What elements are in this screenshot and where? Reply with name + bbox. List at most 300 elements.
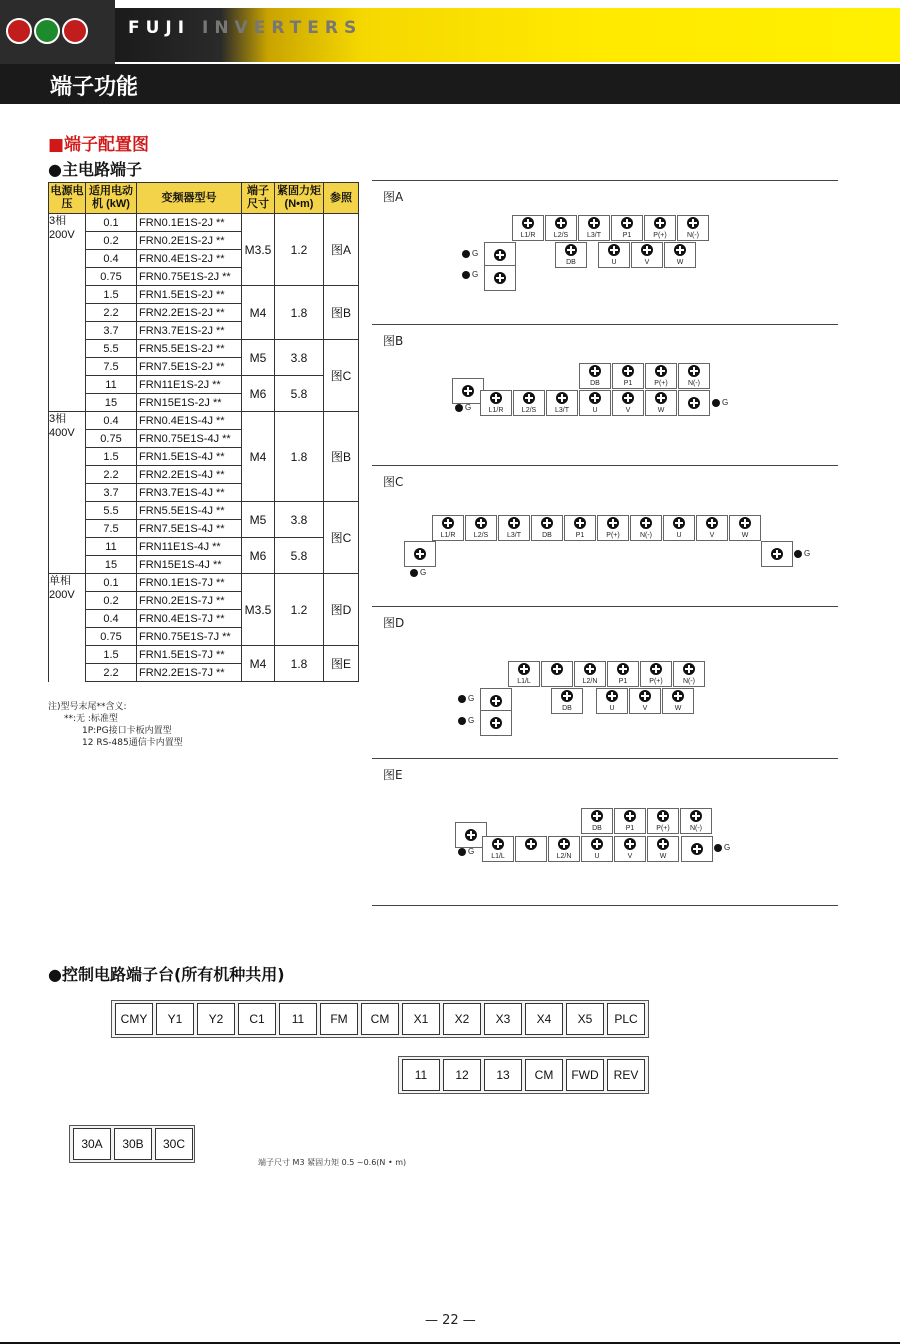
control-terminal-y2: Y2: [197, 1003, 235, 1035]
reference-cell: 图A: [324, 214, 359, 286]
terminal-v: [612, 390, 644, 416]
ground-mark: [714, 843, 730, 852]
note-line: **:无 :标准型: [64, 714, 118, 724]
terminal-w: [645, 390, 677, 416]
model-cell: FRN5.5E1S-2J **: [137, 340, 242, 358]
ground-mark: [458, 694, 474, 703]
terminal-label: V: [627, 853, 633, 860]
kw-cell: 0.75: [86, 628, 137, 646]
model-cell: FRN7.5E1S-4J **: [137, 520, 242, 538]
terminal-label: N(-): [689, 825, 703, 832]
screw-icon: [624, 838, 636, 850]
torque-cell: 5.8: [275, 538, 324, 574]
torque-cell: 3.8: [275, 502, 324, 538]
kw-cell: 11: [86, 376, 137, 394]
control-terminal-plc: PLC: [607, 1003, 645, 1035]
screw-icon: [589, 365, 601, 377]
reference-cell: 图B: [324, 412, 359, 502]
notes: [48, 701, 183, 749]
note-line: 1P:PG接口卡板内置型: [82, 726, 172, 736]
terminal-label: P(+): [656, 825, 670, 832]
terminal-l3-t: [546, 390, 578, 416]
terminal-db: [581, 808, 613, 834]
screw-icon: [624, 810, 636, 822]
terminal-label: V: [625, 407, 631, 414]
control-terminal-fwd: FWD: [566, 1059, 604, 1091]
terminal-p1: [611, 215, 643, 241]
reference-cell: 图B: [324, 286, 359, 340]
screw-icon: [525, 838, 537, 850]
terminal-label: W: [741, 532, 749, 539]
terminal-label: L2/S: [521, 407, 537, 414]
terminal-label: U: [592, 407, 598, 414]
model-cell: FRN0.4E1S-4J **: [137, 412, 242, 430]
control-terminal-13: 13: [484, 1059, 522, 1091]
table-row: [49, 412, 359, 430]
model-cell: FRN1.5E1S-4J **: [137, 448, 242, 466]
terminal-label: L2/S: [473, 532, 489, 539]
green-button-icon: [34, 18, 60, 44]
diagram-c-label: 图C: [383, 475, 404, 489]
terminal-label: L1/R: [440, 532, 456, 539]
terminal-p1: [564, 515, 596, 541]
screw-icon: [688, 397, 700, 409]
red-button-icon: [62, 18, 88, 44]
model-cell: FRN15E1S-4J **: [137, 556, 242, 574]
screw-icon: [622, 392, 634, 404]
control-terminal-y1: Y1: [156, 1003, 194, 1035]
terminal-label: N(-): [686, 232, 700, 239]
terminal-label: L1/R: [520, 232, 536, 239]
torque-cell: 5.8: [275, 376, 324, 412]
divider: [372, 180, 838, 181]
terminal-size-cell: M5: [242, 340, 275, 376]
kw-cell: 7.5: [86, 358, 137, 376]
terminal-size-cell: M4: [242, 412, 275, 502]
terminal-u: [598, 242, 630, 268]
divider: [372, 905, 838, 906]
screw-icon: [690, 810, 702, 822]
terminal-label: W: [674, 705, 682, 712]
reference-cell: 图C: [324, 502, 359, 574]
control-terminal-30c: 30C: [155, 1128, 193, 1160]
model-cell: FRN2.2E1S-7J **: [137, 664, 242, 682]
control-terminal-rev: REV: [607, 1059, 645, 1091]
terminal-n-: [678, 363, 710, 389]
terminal-l2-n: [548, 836, 580, 862]
terminal-label: DB: [566, 259, 576, 266]
terminal-l1-r: [512, 215, 544, 241]
kw-cell: 2.2: [86, 664, 137, 682]
kw-cell: 1.5: [86, 286, 137, 304]
table-header: 变频器型号: [137, 183, 242, 214]
terminal-size-cell: M4: [242, 286, 275, 340]
main-circuit-title: ●主电路端子: [48, 160, 142, 179]
voltage-cell: 3相 400V: [49, 412, 86, 574]
ground-icon: [462, 250, 470, 258]
terminal-p-: [597, 515, 629, 541]
screw-icon: [574, 517, 586, 529]
terminal-label: L2/N: [582, 678, 598, 685]
table-header: 电源电压: [49, 183, 86, 214]
terminal-u: [581, 836, 613, 862]
ground-icon: [458, 848, 466, 856]
terminal-ground: [761, 541, 793, 567]
ground-mark: [458, 716, 474, 725]
terminal-p1: [612, 363, 644, 389]
ground-icon: [794, 550, 802, 558]
kw-cell: 11: [86, 538, 137, 556]
model-cell: FRN0.4E1S-7J **: [137, 610, 242, 628]
screw-icon: [591, 838, 603, 850]
terminal-label: N(-): [639, 532, 653, 539]
terminal-size-cell: M6: [242, 538, 275, 574]
kw-cell: 5.5: [86, 340, 137, 358]
terminal-p1: [614, 808, 646, 834]
control-terminal-fm: FM: [320, 1003, 358, 1035]
model-cell: FRN0.1E1S-7J **: [137, 574, 242, 592]
model-cell: FRN0.2E1S-7J **: [137, 592, 242, 610]
torque-cell: 1.8: [275, 412, 324, 502]
terminal-u: [579, 390, 611, 416]
kw-cell: 2.2: [86, 304, 137, 322]
terminal-l3-t: [498, 515, 530, 541]
product-image: [0, 0, 115, 64]
terminal-p-: [645, 363, 677, 389]
brand-fuji: FUJI: [128, 18, 191, 38]
terminal-p-: [644, 215, 676, 241]
screw-icon: [589, 392, 601, 404]
kw-cell: 0.4: [86, 250, 137, 268]
terminal-label: P1: [623, 380, 633, 387]
ground-label: G: [722, 398, 729, 407]
screw-icon: [606, 690, 618, 702]
screw-icon: [640, 517, 652, 529]
kw-cell: 0.4: [86, 412, 137, 430]
terminal-label: DB: [542, 532, 552, 539]
terminal-db: [551, 688, 583, 714]
terminal-label: W: [659, 853, 667, 860]
terminal-label: N(-): [682, 678, 696, 685]
screw-icon: [523, 392, 535, 404]
table-header: 端子尺寸: [242, 183, 275, 214]
model-cell: FRN0.75E1S-7J **: [137, 628, 242, 646]
ground-label: G: [465, 403, 472, 412]
table-row: [49, 286, 359, 304]
control-terminal-x5: X5: [566, 1003, 604, 1035]
reference-cell: 图E: [324, 646, 359, 682]
model-cell: FRN0.75E1S-4J **: [137, 430, 242, 448]
terminal-size-cell: M6: [242, 376, 275, 412]
screw-icon: [442, 517, 454, 529]
screw-icon: [518, 663, 530, 675]
table-header: 紧固力矩 (N•m): [275, 183, 324, 214]
main-circuit-table: [48, 182, 359, 682]
control-terminal-x2: X2: [443, 1003, 481, 1035]
terminal-label: DB: [592, 825, 602, 832]
model-cell: FRN1.5E1S-7J **: [137, 646, 242, 664]
terminal-l1-l: [508, 661, 540, 687]
kw-cell: 7.5: [86, 520, 137, 538]
terminal-label: N(-): [687, 380, 701, 387]
ground-icon: [714, 844, 722, 852]
model-cell: FRN11E1S-2J **: [137, 376, 242, 394]
terminal-label: U: [611, 259, 617, 266]
terminal-w: [647, 836, 679, 862]
terminal-u: [596, 688, 628, 714]
screw-icon: [490, 392, 502, 404]
screw-icon: [654, 217, 666, 229]
model-cell: FRN5.5E1S-4J **: [137, 502, 242, 520]
terminal-size-cell: M3.5: [242, 214, 275, 286]
kw-cell: 0.2: [86, 232, 137, 250]
model-cell: FRN1.5E1S-2J **: [137, 286, 242, 304]
screw-icon: [771, 548, 783, 560]
terminal-label: V: [709, 532, 715, 539]
terminal-l3-t: [578, 215, 610, 241]
screw-icon: [584, 663, 596, 675]
terminal-label: L1/R: [488, 407, 504, 414]
voltage-cell: 单相 200V: [49, 574, 86, 682]
terminal-ground: [484, 265, 516, 291]
ground-mark: [712, 398, 728, 407]
terminal-w: [729, 515, 761, 541]
terminal-db: [555, 242, 587, 268]
model-cell: FRN3.7E1S-2J **: [137, 322, 242, 340]
ground-label: G: [724, 843, 731, 852]
terminal-label: L3/T: [586, 232, 601, 239]
terminal-ground: [681, 836, 713, 862]
control-terminal-11: 11: [279, 1003, 317, 1035]
terminal-label: P1: [575, 532, 585, 539]
control-terminal-spec: 端子尺寸 M3 紧固力矩 0.5 ~0.6(N • m): [258, 1158, 407, 1167]
terminal-label: W: [676, 259, 684, 266]
diagram-b-label: 图B: [383, 334, 404, 348]
terminal-label: L1/L: [517, 678, 531, 685]
screw-icon: [522, 217, 534, 229]
torque-cell: 1.2: [275, 214, 324, 286]
note-line: 12 RS-485通信卡内置型: [82, 738, 183, 748]
control-terminal-x4: X4: [525, 1003, 563, 1035]
control-terminal-11: 11: [402, 1059, 440, 1091]
screw-icon: [608, 244, 620, 256]
screw-icon: [687, 217, 699, 229]
terminal-label: L3/T: [554, 407, 569, 414]
terminal-p-: [640, 661, 672, 687]
torque-cell: 1.8: [275, 286, 324, 340]
screw-icon: [673, 517, 685, 529]
control-circuit-title: ●控制电路端子台(所有机种共用): [48, 965, 285, 984]
kw-cell: 0.4: [86, 610, 137, 628]
screw-icon: [558, 838, 570, 850]
screw-icon: [551, 663, 563, 675]
terminal-label: U: [594, 853, 600, 860]
terminal-label: DB: [590, 380, 600, 387]
screw-icon: [688, 365, 700, 377]
ground-label: G: [472, 249, 479, 258]
screw-icon: [691, 843, 703, 855]
terminal-ground: [480, 710, 512, 736]
screw-icon: [617, 663, 629, 675]
table-header: 适用电动机 (kW): [86, 183, 137, 214]
reference-cell: 图D: [324, 574, 359, 646]
main-circuit-table-wrap: [48, 182, 359, 682]
control-terminal-12: 12: [443, 1059, 481, 1091]
model-cell: FRN11E1S-4J **: [137, 538, 242, 556]
red-button-icon: [6, 18, 32, 44]
kw-cell: 1.5: [86, 646, 137, 664]
screw-icon: [655, 392, 667, 404]
table-row: [49, 214, 359, 232]
screw-icon: [657, 810, 669, 822]
screw-icon: [490, 695, 502, 707]
screw-icon: [591, 810, 603, 822]
table-header: 参照: [324, 183, 359, 214]
control-terminal-x3: X3: [484, 1003, 522, 1035]
table-row: [49, 574, 359, 592]
ground-mark: [410, 568, 426, 577]
control-terminal-cm: CM: [361, 1003, 399, 1035]
control-terminal-block-3: [69, 1125, 195, 1163]
screw-icon: [556, 392, 568, 404]
screw-icon: [494, 249, 506, 261]
terminal-label: V: [642, 705, 648, 712]
control-terminal-block-1: [111, 1000, 649, 1038]
torque-cell: 1.2: [275, 574, 324, 646]
terminal-ground: [678, 390, 710, 416]
divider: [372, 758, 838, 759]
terminal-v: [631, 242, 663, 268]
control-terminal-x1: X1: [402, 1003, 440, 1035]
control-terminal-cmy: CMY: [115, 1003, 153, 1035]
terminal-db: [579, 363, 611, 389]
terminal-ground: [404, 541, 436, 567]
screw-icon: [672, 690, 684, 702]
terminal-n-: [680, 808, 712, 834]
terminal-size-cell: M4: [242, 646, 275, 682]
ground-mark: [462, 270, 478, 279]
screw-icon: [462, 385, 474, 397]
reference-cell: 图C: [324, 340, 359, 412]
terminal-l2-n: [574, 661, 606, 687]
kw-cell: 3.7: [86, 484, 137, 502]
screw-icon: [494, 272, 506, 284]
table-row: [49, 502, 359, 520]
control-terminal-block-2: [398, 1056, 649, 1094]
terminal-label: U: [609, 705, 615, 712]
terminal-l2-s: [465, 515, 497, 541]
screw-icon: [588, 217, 600, 229]
page-number: — 22 —: [425, 1313, 476, 1328]
control-terminal-cm: CM: [525, 1059, 563, 1091]
terminal-label: P1: [618, 678, 628, 685]
control-terminal-c1: C1: [238, 1003, 276, 1035]
terminal-n-: [677, 215, 709, 241]
page-title: 端子功能: [50, 75, 139, 100]
terminal-label: P1: [625, 825, 635, 832]
terminal-l1-r: [432, 515, 464, 541]
terminal-p-: [647, 808, 679, 834]
terminal-label: P(+): [649, 678, 663, 685]
terminal-n-: [673, 661, 705, 687]
screw-icon: [641, 244, 653, 256]
diagram-a-label: 图A: [383, 190, 404, 204]
ground-label: G: [804, 549, 811, 558]
terminal-label: V: [644, 259, 650, 266]
voltage-cell: 3相 200V: [49, 214, 86, 412]
terminal-l1-l: [482, 836, 514, 862]
ground-mark: [458, 847, 474, 856]
note-line: 注)型号末尾**含义:: [48, 702, 127, 712]
terminal-label: L1/L: [491, 853, 505, 860]
terminal-size-cell: M5: [242, 502, 275, 538]
screw-icon: [508, 517, 520, 529]
model-cell: FRN0.75E1S-2J **: [137, 268, 242, 286]
terminal-w: [664, 242, 696, 268]
ground-icon: [455, 404, 463, 412]
kw-cell: 2.2: [86, 466, 137, 484]
screw-icon: [492, 838, 504, 850]
model-cell: FRN0.4E1S-2J **: [137, 250, 242, 268]
screw-icon: [650, 663, 662, 675]
model-cell: FRN2.2E1S-4J **: [137, 466, 242, 484]
terminal-ground: [515, 836, 547, 862]
screw-icon: [683, 663, 695, 675]
ground-label: G: [468, 694, 475, 703]
table-row: [49, 340, 359, 358]
screw-icon: [674, 244, 686, 256]
terminal-db: [531, 515, 563, 541]
terminal-label: L2/N: [556, 853, 572, 860]
terminal-label: L3/T: [506, 532, 521, 539]
ground-label: G: [420, 568, 427, 577]
kw-cell: 15: [86, 556, 137, 574]
terminal-ground: [541, 661, 573, 687]
terminal-n-: [630, 515, 662, 541]
screw-icon: [490, 717, 502, 729]
ground-mark: [794, 549, 810, 558]
terminal-label: P(+): [653, 232, 667, 239]
ground-mark: [462, 249, 478, 258]
kw-cell: 0.2: [86, 592, 137, 610]
model-cell: FRN2.2E1S-2J **: [137, 304, 242, 322]
kw-cell: 1.5: [86, 448, 137, 466]
screw-icon: [465, 829, 477, 841]
model-cell: FRN7.5E1S-2J **: [137, 358, 242, 376]
torque-cell: 3.8: [275, 340, 324, 376]
terminal-v: [614, 836, 646, 862]
terminal-label: L2/S: [553, 232, 569, 239]
terminal-p1: [607, 661, 639, 687]
screw-icon: [622, 365, 634, 377]
screw-icon: [475, 517, 487, 529]
kw-cell: 0.1: [86, 574, 137, 592]
model-cell: FRN0.1E1S-2J **: [137, 214, 242, 232]
screw-icon: [555, 217, 567, 229]
terminal-v: [696, 515, 728, 541]
table-row: [49, 376, 359, 394]
terminal-label: P(+): [606, 532, 620, 539]
ground-label: G: [468, 847, 475, 856]
terminal-label: DB: [562, 705, 572, 712]
table-row: [49, 538, 359, 556]
terminal-label: U: [676, 532, 682, 539]
model-cell: FRN15E1S-2J **: [137, 394, 242, 412]
ground-icon: [458, 695, 466, 703]
divider: [372, 324, 838, 325]
screw-icon: [541, 517, 553, 529]
terminal-label: P1: [622, 232, 632, 239]
